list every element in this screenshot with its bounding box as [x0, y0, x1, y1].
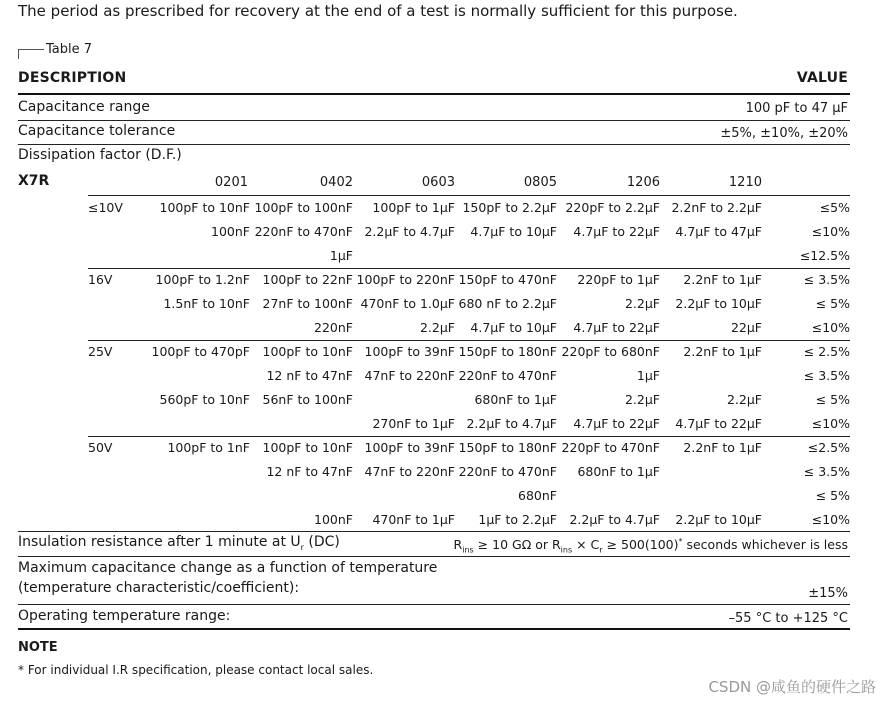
- df-cell: 150pF to 470nF: [458, 272, 557, 287]
- max-cap-change-label-2: (temperature characteristic/coefficient):: [18, 580, 300, 596]
- header-rule: [18, 93, 850, 95]
- df-cell: 220nF to 470nF: [458, 464, 557, 479]
- capacitance-tolerance-label: Capacitance tolerance: [18, 123, 176, 139]
- df-value: ≤ 2.5%: [803, 344, 850, 359]
- df-cell: 2.2µF to 10µF: [675, 296, 762, 311]
- df-cell: 680nF: [518, 488, 557, 503]
- voltage-group-divider: [88, 268, 850, 269]
- row-divider: [18, 531, 850, 532]
- max-cap-change-label-1: Maximum capacitance change as a function of temperature: [18, 560, 438, 576]
- df-cell: 2.2nF to 1µF: [683, 344, 762, 359]
- df-value: ≤2.5%: [807, 440, 850, 455]
- voltage-label: 16V: [88, 272, 113, 287]
- intro-text: The period as prescribed for recovery at the end of a test is normally sufficient for this purpose.: [18, 2, 738, 20]
- voltage-group-divider: [88, 340, 850, 341]
- voltage-label: 50V: [88, 440, 113, 455]
- operating-temp-label: Operating temperature range:: [18, 608, 231, 624]
- df-cell: 2.2nF to 2.2µF: [671, 200, 762, 215]
- size-column-header: 0201: [214, 175, 248, 190]
- df-cell: 2.2nF to 1µF: [683, 272, 762, 287]
- df-cell: 150pF to 2.2µF: [462, 200, 557, 215]
- df-cell: 4.7µF to 22µF: [573, 224, 660, 239]
- df-cell: 100pF to 470pF: [151, 344, 250, 359]
- df-value: ≤ 3.5%: [803, 368, 850, 383]
- df-cell: 220pF to 1µF: [577, 272, 660, 287]
- df-cell: 100nF: [314, 512, 353, 527]
- df-cell: 100pF to 220nF: [356, 272, 455, 287]
- df-cell: 27nF to 100nF: [262, 296, 353, 311]
- size-column-header: 1206: [626, 175, 660, 190]
- voltage-group-divider: [88, 436, 850, 437]
- df-cell: 100pF to 10nF: [262, 440, 353, 455]
- df-cell: 1µF to 2.2µF: [478, 512, 557, 527]
- df-cell: 12 nF to 47nF: [266, 464, 353, 479]
- dissipation-label: Dissipation factor (D.F.): [18, 147, 182, 163]
- capacitance-range-value: 100 pF to 47 µF: [745, 101, 848, 116]
- caption-bracket-stem: [18, 49, 19, 59]
- df-cell: 100pF to 22nF: [262, 272, 353, 287]
- df-cell: 2.2nF to 1µF: [683, 440, 762, 455]
- df-cell: 220pF to 2.2µF: [565, 200, 660, 215]
- df-cell: 4.7µF to 47µF: [675, 224, 762, 239]
- df-cell: 4.7µF to 22µF: [573, 416, 660, 431]
- df-cell: 470nF to 1µF: [372, 512, 455, 527]
- df-cell: 100pF to 1µF: [372, 200, 455, 215]
- df-cell: 470nF to 1.0µF: [360, 296, 455, 311]
- df-cell: 100pF to 100nF: [254, 200, 353, 215]
- table-caption: Table 7: [46, 42, 93, 57]
- df-cell: 220nF to 470nF: [458, 368, 557, 383]
- df-value: ≤10%: [811, 320, 850, 335]
- df-cell: 100pF to 10nF: [262, 344, 353, 359]
- df-cell: 100nF: [211, 224, 250, 239]
- insulation-label: Insulation resistance after 1 minute at $U_r$ (DC): [18, 534, 340, 552]
- df-cell: 4.7µF to 22µF: [573, 320, 660, 335]
- df-cell: 2.2µF: [624, 296, 660, 311]
- operating-temp-value: –55 °C to +125 °C: [728, 611, 848, 626]
- df-value: ≤ 3.5%: [803, 272, 850, 287]
- df-cell: 680nF to 1µF: [577, 464, 660, 479]
- note-text: * For individual I.R specification, please contact local sales.: [18, 663, 374, 677]
- df-cell: 2.2µF to 4.7µF: [569, 512, 660, 527]
- df-cell: 270nF to 1µF: [372, 416, 455, 431]
- df-cell: 2.2µF: [726, 392, 762, 407]
- row-divider: [18, 604, 850, 605]
- df-cell: 2.2µF to 10µF: [675, 512, 762, 527]
- df-cell: 220pF to 470nF: [561, 440, 660, 455]
- df-cell: 100pF to 1nF: [167, 440, 250, 455]
- size-column-header: 1210: [728, 175, 762, 190]
- df-value: ≤ 5%: [815, 488, 850, 503]
- df-cell: 47nF to 220nF: [364, 464, 455, 479]
- dielectric-label: X7R: [18, 173, 50, 189]
- df-value: ≤10%: [811, 224, 850, 239]
- df-value: ≤ 5%: [815, 392, 850, 407]
- df-value: ≤ 3.5%: [803, 464, 850, 479]
- max-cap-change-value: ±15%: [808, 586, 848, 601]
- voltage-label: 25V: [88, 344, 113, 359]
- df-cell: 4.7µF to 10µF: [470, 320, 557, 335]
- df-cell: 56nF to 100nF: [262, 392, 353, 407]
- df-cell: 680nF to 1µF: [474, 392, 557, 407]
- df-cell: 2.2µF: [419, 320, 455, 335]
- df-cell: 100pF to 39nF: [364, 440, 455, 455]
- df-cell: 560pF to 10nF: [159, 392, 250, 407]
- size-column-header: 0805: [523, 175, 557, 190]
- df-cell: 1µF: [329, 248, 353, 263]
- watermark: CSDN @咸鱼的硬件之路: [708, 678, 876, 696]
- df-cell: 220nF to 470nF: [254, 224, 353, 239]
- df-cell: 150pF to 180nF: [458, 344, 557, 359]
- df-cell: 4.7µF to 22µF: [675, 416, 762, 431]
- caption-bracket: [18, 49, 44, 50]
- df-value: ≤ 5%: [815, 296, 850, 311]
- df-cell: 100pF to 10nF: [159, 200, 250, 215]
- insulation-value: $R_{ins} \ge 10$ GΩ or $R_{ins} \times C_r \ge 500(100)^*$ seconds whichever is less: [453, 537, 848, 555]
- df-cell: 100pF to 1.2nF: [155, 272, 250, 287]
- df-cell: 12 nF to 47nF: [266, 368, 353, 383]
- capacitance-range-label: Capacitance range: [18, 99, 150, 115]
- df-cell: 2.2µF to 4.7µF: [364, 224, 455, 239]
- df-cell: 1µF: [636, 368, 660, 383]
- row-divider: [18, 144, 850, 145]
- df-cell: 4.7µF to 10µF: [470, 224, 557, 239]
- df-cell: 47nF to 220nF: [364, 368, 455, 383]
- header-description: DESCRIPTION: [18, 70, 127, 86]
- size-column-header: 0603: [421, 175, 455, 190]
- df-cell: 1.5nF to 10nF: [163, 296, 250, 311]
- row-divider: [18, 120, 850, 121]
- df-cell: 220nF: [314, 320, 353, 335]
- df-value: ≤5%: [819, 200, 850, 215]
- size-header-rule: [88, 195, 850, 196]
- voltage-label: ≤10V: [88, 200, 123, 215]
- table-bottom-rule: [18, 628, 850, 630]
- header-value: VALUE: [796, 70, 848, 86]
- df-cell: 22µF: [730, 320, 762, 335]
- df-cell: 680 nF to 2.2µF: [458, 296, 557, 311]
- df-cell: 150pF to 180nF: [458, 440, 557, 455]
- df-value: ≤10%: [811, 416, 850, 431]
- size-column-header: 0402: [319, 175, 353, 190]
- capacitance-tolerance-value: ±5%, ±10%, ±20%: [720, 126, 848, 141]
- df-cell: 2.2µF: [624, 392, 660, 407]
- note-title: NOTE: [18, 640, 58, 655]
- df-value: ≤12.5%: [799, 248, 850, 263]
- df-cell: 100pF to 39nF: [364, 344, 455, 359]
- df-cell: 2.2µF to 4.7µF: [466, 416, 557, 431]
- row-divider: [18, 556, 850, 557]
- df-cell: 220pF to 680nF: [561, 344, 660, 359]
- df-value: ≤10%: [811, 512, 850, 527]
